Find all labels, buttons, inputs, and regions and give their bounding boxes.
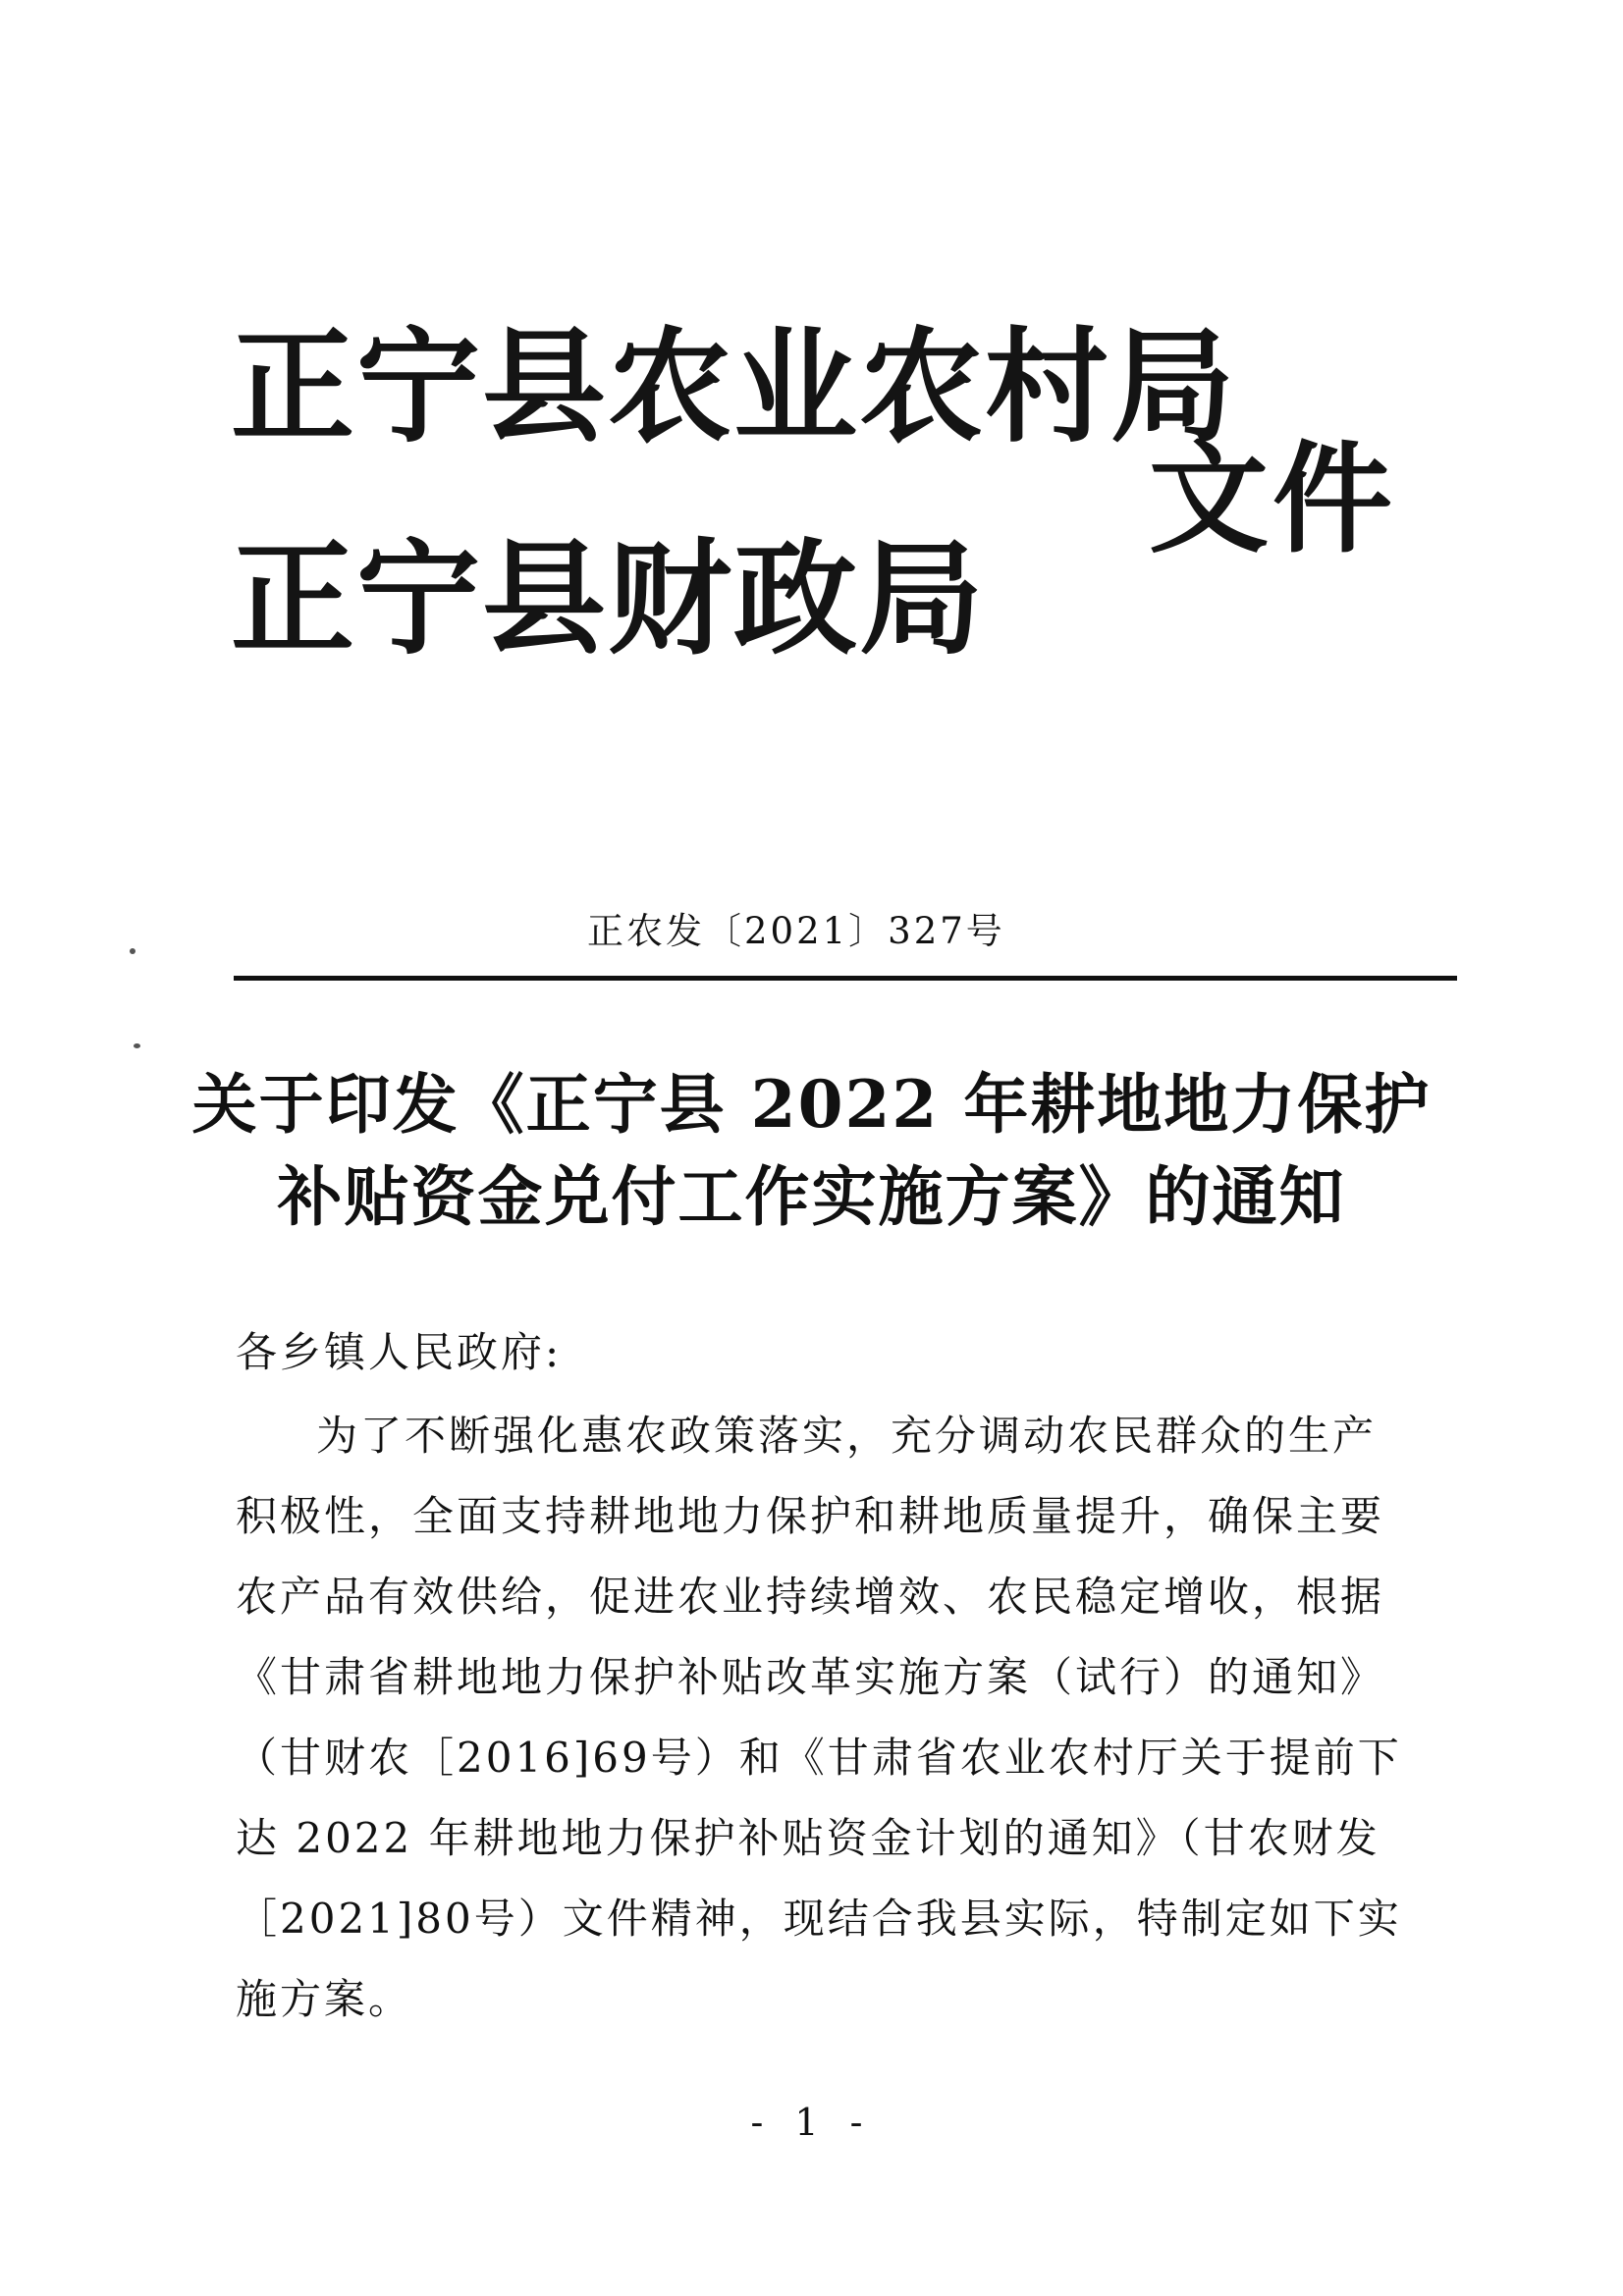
document-title-line-1: 关于印发《正宁县 2022 年耕地地力保护 xyxy=(191,1066,1432,1143)
header-divider xyxy=(234,976,1457,981)
issuer-line-agriculture-bureau: 正宁县农业农村局 xyxy=(231,315,1236,459)
document-title-line-2: 补贴资金兑付工作实施方案》的通知 xyxy=(277,1158,1346,1235)
issuer-line-finance-bureau: 正宁县财政局 xyxy=(231,527,985,671)
scan-speck xyxy=(130,948,135,954)
paragraph-line: 积极性，全面支持耕地地力保护和耕地质量提升，确保主要 xyxy=(236,1492,1385,1540)
page-number: - 1 - xyxy=(750,2101,873,2144)
salutation: 各乡镇人民政府: xyxy=(236,1328,563,1376)
document-number: 正农发〔2021〕327号 xyxy=(587,910,1005,952)
paragraph-line: 为了不断强化惠农政策落实，充分调动农民群众的生产 xyxy=(316,1412,1378,1460)
scan-speck xyxy=(134,1043,140,1048)
paragraph-line: ［2021]80号）文件精神，现结合我县实际，特制定如下实 xyxy=(236,1895,1402,1943)
paragraph-line: （甘财农［2016]69号）和《甘肃省农业农村厅关于提前下 xyxy=(236,1734,1402,1782)
paragraph-line: 达 2022 年耕地地力保护补贴资金计划的通知》（甘农财发 xyxy=(236,1814,1380,1862)
paragraph-line: 《甘肃省耕地地力保护补贴改革实施方案（试行）的通知》 xyxy=(236,1653,1385,1701)
paragraph-line: 施方案。 xyxy=(236,1975,413,2023)
document-word: 文件 xyxy=(1149,430,1396,569)
paragraph-line: 农产品有效供给，促进农业持续增效、农民稳定增收，根据 xyxy=(236,1573,1385,1621)
